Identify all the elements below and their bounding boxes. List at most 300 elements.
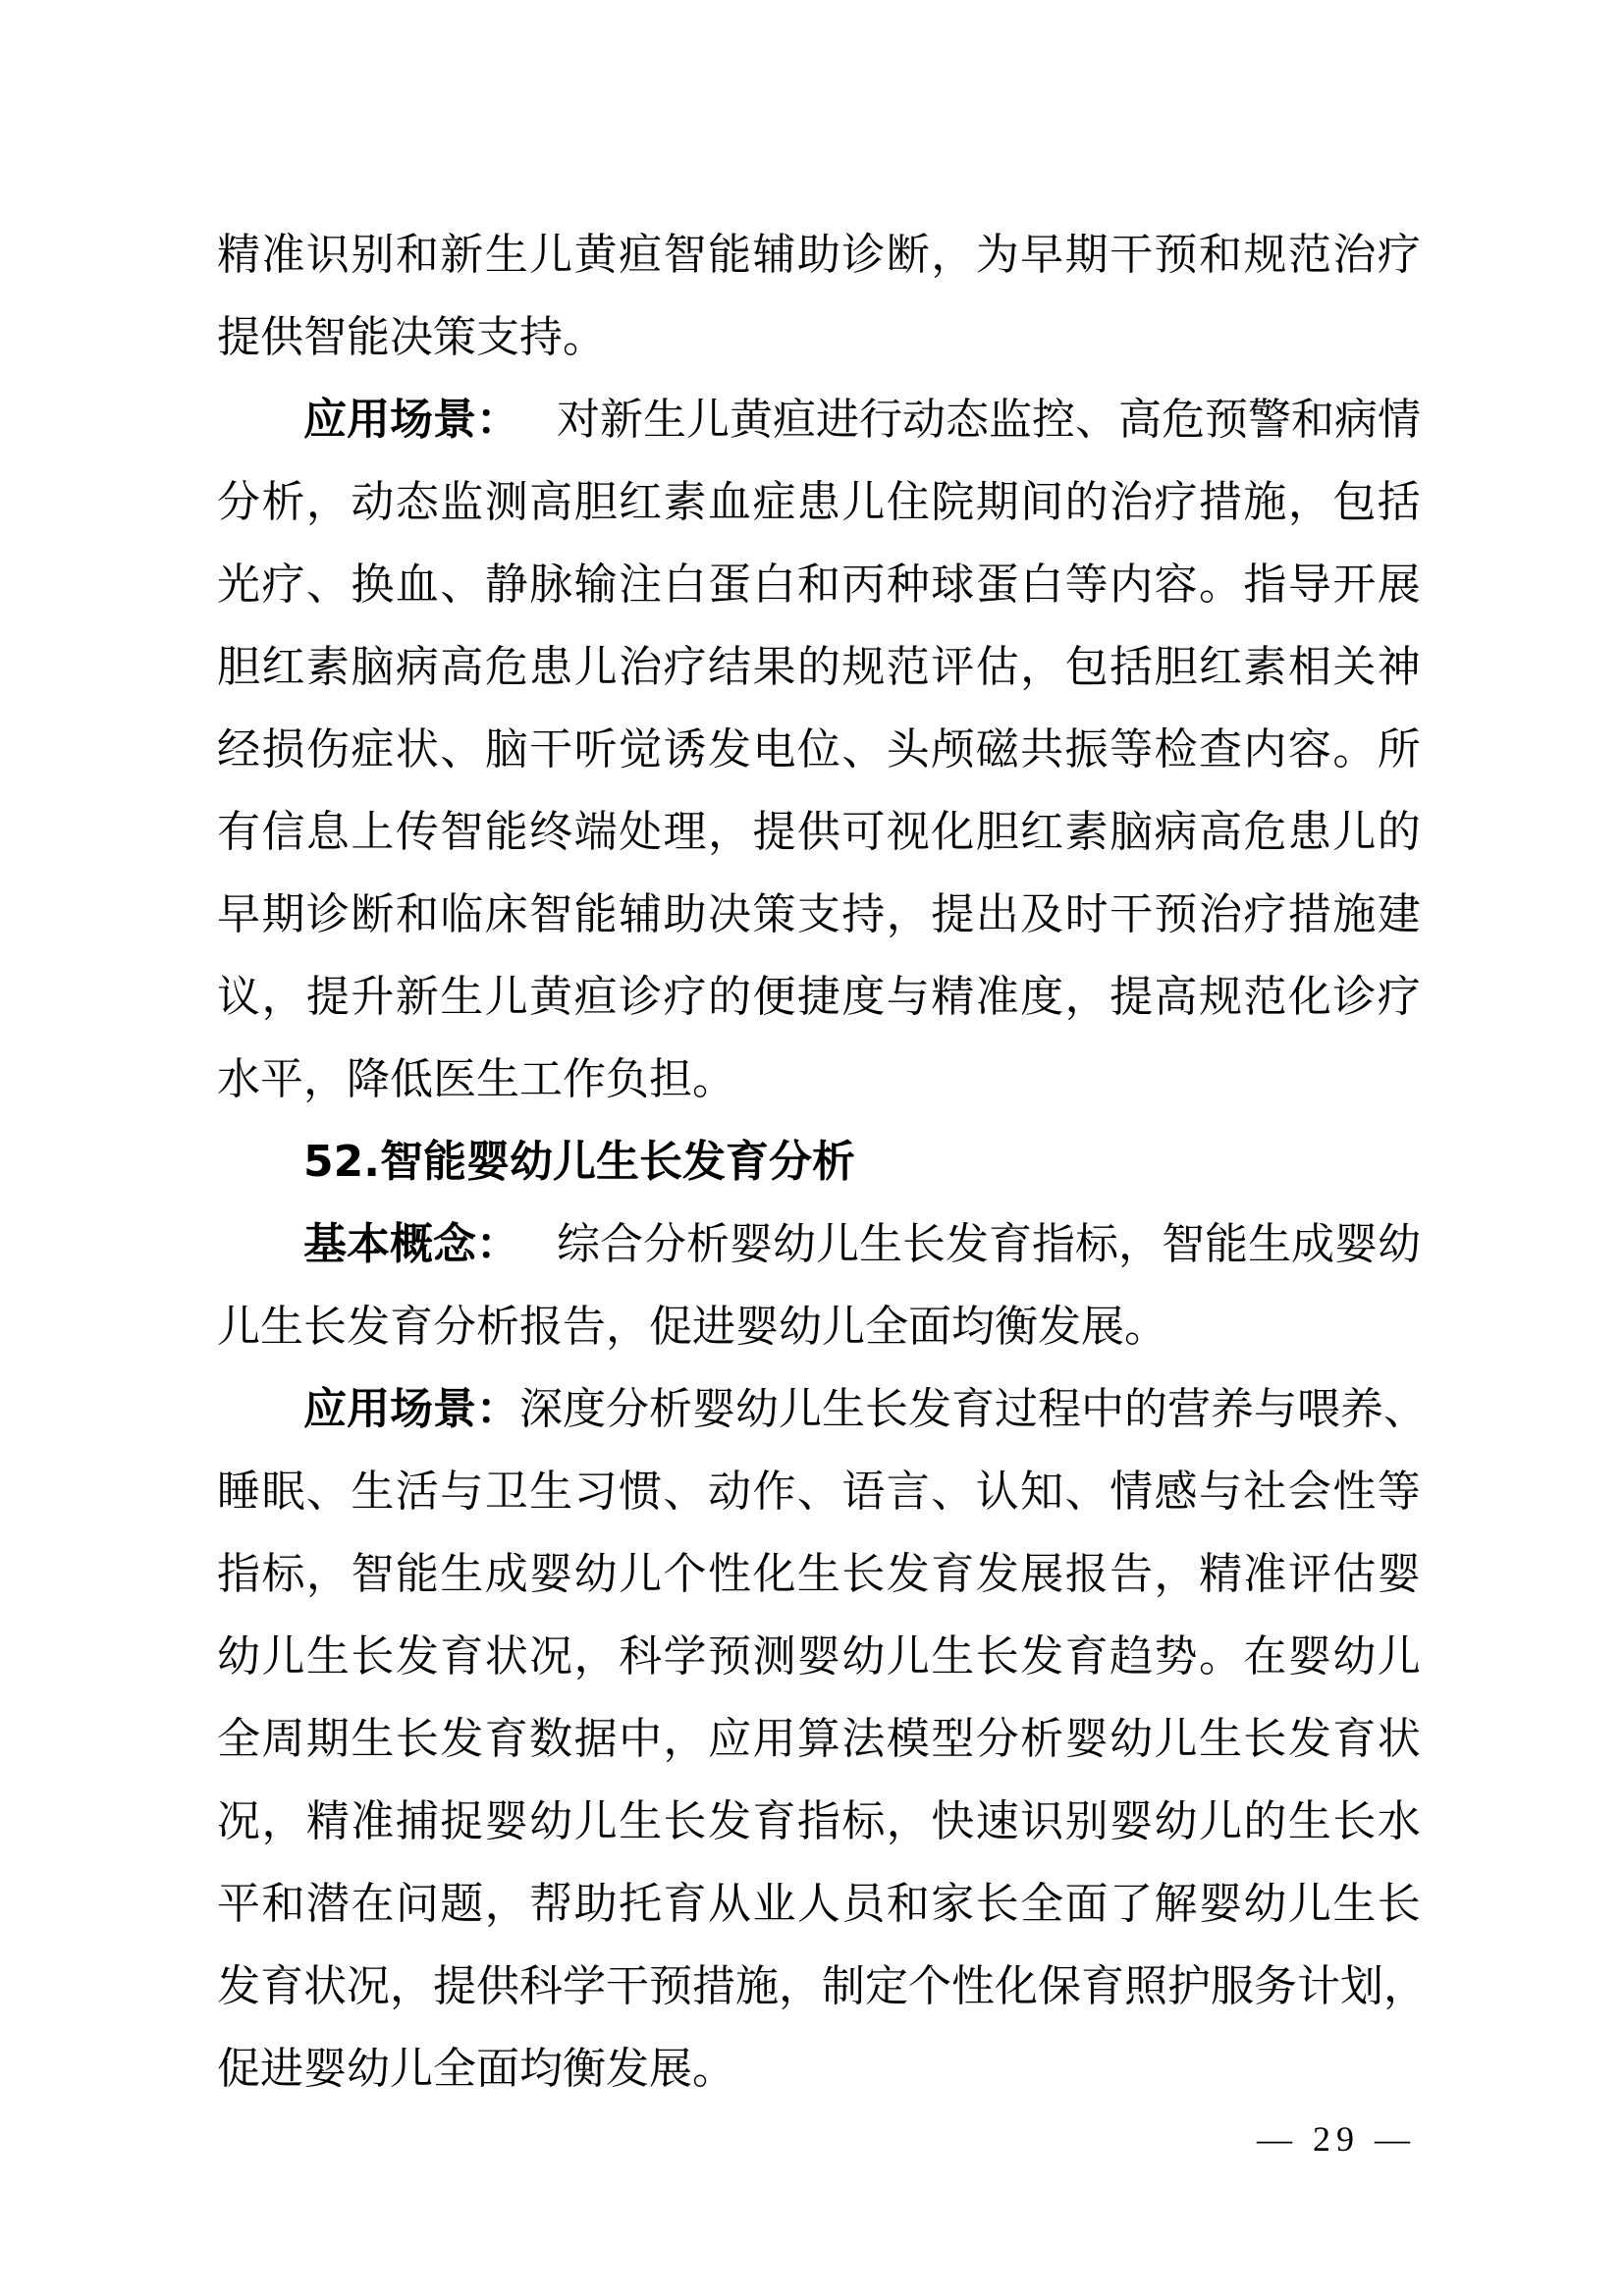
char: 素 [663,477,707,527]
char: 生 [931,1631,975,1682]
char: 化 [995,1961,1038,2011]
char: 神 [1377,642,1421,692]
char: 生 [351,1714,395,1764]
char: 治 [619,642,663,692]
char: 发 [886,1549,930,1599]
char: 标 [841,1796,886,1846]
char: 建 [1377,889,1421,939]
char: 白 [1020,560,1064,610]
char: 准 [1243,1549,1287,1599]
char: 预 [707,1631,751,1682]
char: 状 [484,1631,528,1682]
char: 幼 [1110,1714,1154,1764]
char: 识 [1020,1796,1064,1846]
char: 测 [484,477,528,527]
char: 床 [484,889,528,939]
char: 况 [217,1796,260,1846]
char: 可 [841,807,886,857]
char: ， [931,230,975,280]
char: 胆 [975,807,1019,857]
char: 据 [573,1714,618,1764]
section-heading: 52.智能婴幼儿生长发育分析 [303,1137,855,1187]
char: 分 [217,477,260,527]
char: 的 [707,972,751,1022]
char: 。 [1332,724,1377,774]
char: 期 [1064,230,1109,280]
char: 报 [1064,1549,1109,1599]
char: 生 [305,1631,350,1682]
char: 施 [1243,477,1287,527]
char: 个 [908,1961,951,2011]
char: 胆 [1154,642,1198,692]
char: 策 [752,889,796,939]
char: 在 [1243,1631,1287,1682]
char: ， [663,1714,707,1764]
char: 快 [931,1796,975,1846]
char: 生 [619,1796,663,1846]
char: 、 [796,1467,840,1517]
char: 症 [351,724,395,774]
char: 诊 [305,889,350,939]
char: 包 [1332,477,1377,527]
char: ， [573,1631,618,1682]
char: 生 [529,1467,573,1517]
char: 开 [1332,560,1377,610]
char: 危 [1243,807,1287,857]
char: 科 [519,1961,563,2011]
char: 括 [1110,642,1154,692]
text-line [217,544,1421,626]
char: 伤 [305,724,350,774]
char: 包 [1064,642,1109,692]
char: ， [484,1879,528,1929]
char: 况 [529,1631,573,1682]
char: 出 [975,889,1019,939]
char: 种 [886,560,930,610]
char: 结 [707,642,751,692]
char: 。 [1198,560,1242,610]
char: 作 [752,1467,796,1517]
text-line [217,461,1421,544]
char: 干 [1110,230,1154,280]
char: 端 [573,807,618,857]
paragraph-first-line [217,1368,1427,1451]
char: 治 [1110,477,1154,527]
char: 有 [217,807,260,857]
char: ， [305,477,350,527]
char: 间 [1020,477,1064,527]
char: 疗 [663,972,707,1022]
char: 问 [395,1879,439,1929]
char: 指 [796,1796,840,1846]
char: 和 [261,1879,305,1929]
char: 婴 [1377,1549,1421,1599]
char: 治 [1332,230,1377,280]
char: 发 [1020,1631,1064,1682]
text-line [217,709,1421,791]
char: 长 [1332,1796,1377,1846]
char: 儿 [261,1631,305,1682]
char: 婴 [1198,1879,1242,1929]
char: 发 [395,1631,439,1682]
char: 住 [886,477,930,527]
char: 临 [440,889,484,939]
char: 容 [1287,724,1331,774]
char: 议 [217,972,260,1022]
char: 范 [886,642,930,692]
char: 疗 [1154,477,1198,527]
char: 评 [1287,1549,1331,1599]
char: 精 [217,230,260,280]
char: 科 [619,1631,663,1682]
char: 员 [841,1879,886,1929]
char: 疗 [1243,889,1287,939]
char: 帮 [529,1879,573,1929]
char: 发 [440,1714,484,1764]
char: 从 [707,1879,751,1929]
char: 上 [351,807,395,857]
char: 卫 [484,1467,528,1517]
char: 智 [440,807,484,857]
char: 儿 [1287,1879,1331,1929]
paragraph-label: 应用场景： [303,1384,519,1434]
char: 措 [1198,477,1242,527]
char: 素 [305,642,350,692]
char: 保 [1038,1961,1081,2011]
char: 准 [975,972,1019,1022]
char: 和 [395,230,439,280]
char: 蛋 [707,560,751,610]
char: 状 [395,724,439,774]
char: ， [707,807,751,857]
char: 损 [261,724,305,774]
char: 、 [305,560,350,610]
char: 提 [433,1961,476,2011]
char: 规 [841,642,886,692]
char: 静 [484,560,528,610]
char: 关 [1332,642,1377,692]
char: 能 [395,1549,439,1599]
char: 施 [1332,889,1377,939]
char: 成 [484,1549,528,1599]
char: 指 [1243,560,1287,610]
char: 生 [440,1549,484,1599]
char: 题 [440,1879,484,1929]
char: 疗 [1377,972,1421,1022]
char: ， [1064,972,1109,1022]
char: 范 [1243,972,1287,1022]
char: 务 [1254,1961,1297,2011]
char: 黄 [573,230,618,280]
char: 全 [1020,1879,1064,1929]
char: 别 [1064,1796,1109,1846]
text-line [217,1781,1421,1863]
first-line-wrap [303,1368,1427,1451]
char: 育 [752,1796,796,1846]
char: 护 [1167,1961,1211,2011]
char: 等 [1377,1467,1421,1517]
char: 检 [1154,724,1198,774]
char: 发 [1287,1714,1331,1764]
char: 育 [1064,1631,1109,1682]
char: 学 [663,1631,707,1682]
char: 的 [1064,477,1109,527]
char: 发 [707,1796,751,1846]
char: 幼 [1332,1631,1377,1682]
char: 儿 [886,1631,930,1682]
char: 面 [1064,1879,1109,1929]
char: ， [886,1796,930,1846]
char: 长 [395,1714,439,1764]
char: 新 [440,230,484,280]
char: 疗 [261,560,305,610]
char: 助 [663,889,707,939]
char: 丙 [841,560,886,610]
char: 化 [931,807,975,857]
char: 状 [303,1961,347,2011]
char: 诊 [841,230,886,280]
char: 发 [707,724,751,774]
char: 黄 [529,972,573,1022]
char: 疗 [1377,230,1421,280]
char: 规 [1243,230,1287,280]
char: 婴 [529,1549,573,1599]
char: 终 [529,807,573,857]
char: 育 [1081,1961,1124,2011]
char: 家 [931,1879,975,1929]
char: 为 [975,230,1019,280]
char: 幼 [529,1796,573,1846]
char: 疸 [573,972,618,1022]
char: 型 [931,1714,975,1764]
char: 生 [440,972,484,1022]
char: 精 [1198,1549,1242,1599]
char: 颅 [931,724,975,774]
char: 会 [1287,1467,1331,1517]
char: 预 [1154,889,1198,939]
char: 识 [305,230,350,280]
char: 发 [217,1961,260,2011]
char: 振 [1064,724,1109,774]
char: 早 [217,889,260,939]
char: 决 [707,889,751,939]
text-line [217,874,1421,956]
char: 生 [1332,1879,1377,1929]
first-line-wrap [303,379,1421,461]
paragraph-label: 应用场景： [303,395,519,445]
char: 儿 [619,1549,663,1599]
line-text: 对新生儿黄疸进行动态监控、高危预警和病情 [557,395,1421,445]
char: 断 [351,889,395,939]
char: 助 [573,1879,618,1929]
char: 和 [1198,230,1242,280]
char: 定 [865,1961,908,2011]
char: 红 [261,642,305,692]
char: 全 [217,1714,260,1764]
char: 、 [440,724,484,774]
char: 势 [1154,1631,1198,1682]
char: 能 [484,807,528,857]
char: 生 [351,1467,395,1517]
char: 辅 [752,230,796,280]
char: 习 [573,1467,618,1517]
char: 法 [841,1714,886,1764]
char: 情 [1110,1467,1154,1517]
char: 指 [217,1549,260,1599]
char: 长 [1243,1714,1287,1764]
char: 提 [931,889,975,939]
char: 评 [931,642,975,692]
char: 度 [1020,972,1064,1022]
char: 高 [440,642,484,692]
char: 、 [931,1467,975,1517]
char: 与 [1198,1467,1242,1517]
char: 生 [1198,1714,1242,1764]
document-body [217,214,1427,2110]
char: 别 [351,230,395,280]
char: 果 [752,642,796,692]
char: 婴 [796,1631,840,1682]
text-line [217,1451,1421,1533]
char: 标 [261,1549,305,1599]
paragraph-first-line [217,379,1421,461]
char: 儿 [1198,1796,1242,1846]
char: 捉 [440,1796,484,1846]
char: 平 [217,1879,260,1929]
text-line [217,2028,1421,2110]
char: 应 [707,1714,751,1764]
char: ， [779,1961,822,2011]
char: 蛋 [975,560,1019,610]
char: 容 [1154,560,1198,610]
char: ， [1154,1549,1198,1599]
char: 婴 [1064,1714,1109,1764]
char: 头 [886,724,930,774]
char: 诊 [619,972,663,1022]
char: 周 [261,1714,305,1764]
char: 和 [395,889,439,939]
char: 、 [663,1467,707,1517]
char: 析 [261,477,305,527]
char: 儿 [529,230,573,280]
char: 性 [1332,1467,1377,1517]
char: 素 [1064,807,1109,857]
char: 业 [752,1879,796,1929]
char: 分 [975,1714,1019,1764]
char: 导 [1287,560,1331,610]
char: 中 [619,1714,663,1764]
char: ， [390,1961,433,2011]
char: 智 [529,889,573,939]
char: 眠 [261,1467,305,1517]
char: 便 [752,972,796,1022]
text-line [217,214,1421,296]
char: 觉 [619,724,663,774]
char: 患 [1287,807,1331,857]
char: 动 [707,1467,751,1517]
char: 算 [796,1714,840,1764]
char: 干 [606,1961,649,2011]
char: 、 [841,724,886,774]
char: 提 [752,807,796,857]
char: 服 [1211,1961,1254,2011]
line-text: 促进婴幼儿全面均衡发展。 [217,2044,735,2094]
char: 用 [752,1714,796,1764]
char: 脑 [351,642,395,692]
char: 捕 [395,1796,439,1846]
char: 提 [1110,972,1154,1022]
char: 处 [619,807,663,857]
char: ， [886,889,930,939]
char: 断 [886,230,930,280]
char: 息 [305,807,350,857]
char: 析 [1020,1714,1064,1764]
char: 动 [351,477,395,527]
char: 展 [1377,560,1421,610]
char: 范 [1287,230,1331,280]
char: 的 [796,642,840,692]
char: 新 [395,972,439,1022]
char: 儿 [1154,1714,1198,1764]
char: 言 [886,1467,930,1517]
char: 。 [1198,1631,1242,1682]
char: 期 [305,1714,350,1764]
char: 红 [1020,807,1064,857]
char: 婴 [1110,1796,1154,1846]
char: 知 [1020,1467,1064,1517]
char: 诊 [1332,972,1377,1022]
char: 白 [752,560,796,610]
text-line [217,1698,1421,1781]
char: 状 [1377,1714,1421,1764]
text-line [217,1533,1421,1616]
char: 生 [796,1549,840,1599]
char: 及 [1020,889,1064,939]
char: 与 [440,1467,484,1517]
char: 经 [217,724,260,774]
char: 危 [484,642,528,692]
char: 措 [692,1961,735,2011]
char: 措 [1287,889,1331,939]
char: 潜 [305,1879,350,1929]
char: 患 [796,477,840,527]
char: 换 [351,560,395,610]
char: 育 [931,1549,975,1599]
text-line [217,296,1421,379]
char: 长 [1377,1879,1421,1929]
char: 准 [261,230,305,280]
char: 能 [573,889,618,939]
char: 速 [975,1796,1019,1846]
char: 持 [841,889,886,939]
char: 趋 [1110,1631,1154,1682]
char: 个 [663,1549,707,1599]
char: 位 [796,724,840,774]
char: 照 [1124,1961,1167,2011]
char: 内 [1110,560,1154,610]
char: 语 [841,1467,886,1517]
char: 疗 [663,642,707,692]
char: 长 [663,1796,707,1846]
char: 胆 [217,642,260,692]
paragraph-label: 基本概念： [303,1219,519,1269]
char: 儿 [841,477,886,527]
char: 素 [1243,642,1287,692]
char: 白 [663,560,707,610]
char: 脉 [529,560,573,610]
char: 测 [752,1631,796,1682]
line-text: 综合分析婴幼儿生长发育指标，智能生成婴幼 [557,1219,1421,1269]
